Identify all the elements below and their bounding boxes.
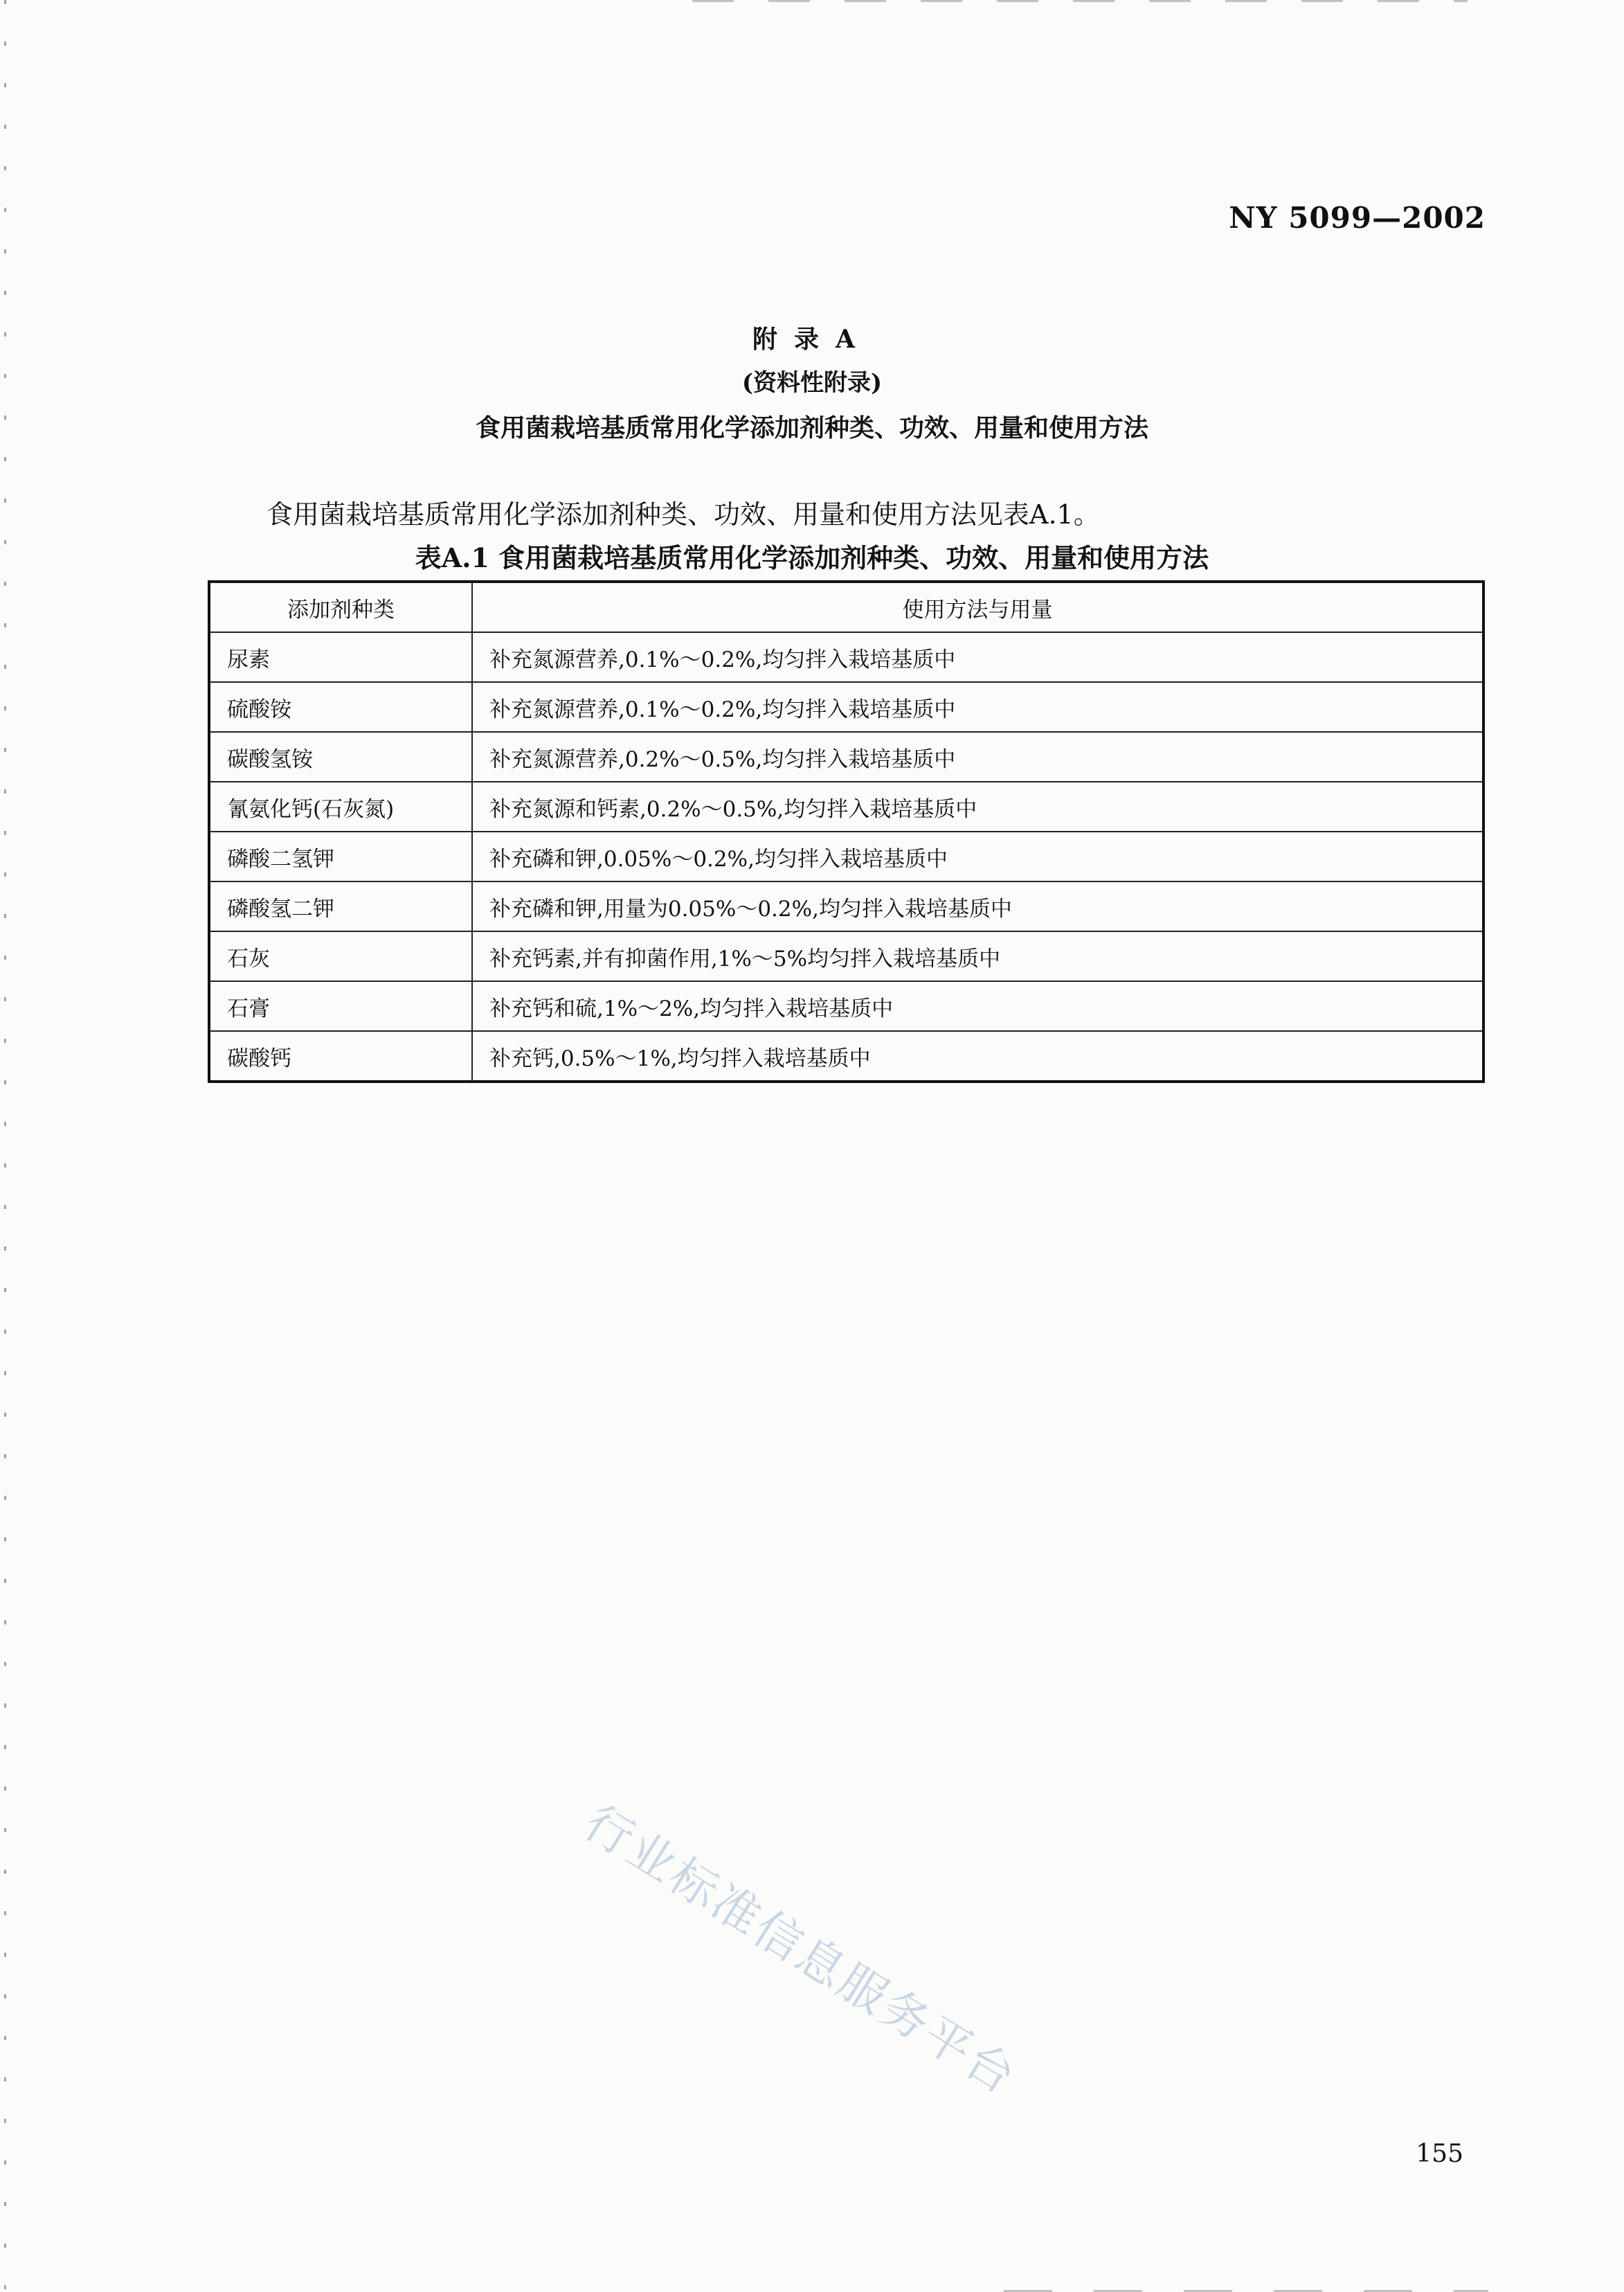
additive-name: 氰氨化钙(石灰氮) (209, 782, 472, 832)
additive-name: 碳酸钙 (209, 1031, 472, 1082)
additive-name: 尿素 (209, 632, 472, 682)
appendix-title: 食用菌栽培基质常用化学添加剂种类、功效、用量和使用方法 (475, 413, 1148, 442)
table-row (209, 782, 1483, 832)
usage-text: 补充钙,0.5%～1%,均匀拌入栽培基质中 (472, 1031, 1483, 1082)
table-row (209, 881, 1483, 931)
table-row (209, 632, 1483, 682)
appendix-label: 附录A (752, 325, 872, 354)
additive-name: 石灰 (209, 931, 472, 981)
additive-name: 磷酸二氢钾 (209, 832, 472, 881)
usage-text: 补充氮源营养,0.2%～0.5%,均匀拌入栽培基质中 (472, 732, 1483, 782)
additive-name: 硫酸铵 (209, 682, 472, 732)
usage-text: 补充氮源营养,0.1%～0.2%,均匀拌入栽培基质中 (472, 632, 1483, 682)
table-caption: 表A.1 食用菌栽培基质常用化学添加剂种类、功效、用量和使用方法 (415, 542, 1209, 573)
standard-code: NY 5099—2002 (1229, 201, 1486, 235)
additive-name: 磷酸氢二钾 (209, 881, 472, 931)
table-row (209, 732, 1483, 782)
table-row (209, 931, 1483, 981)
header-additive-type: 添加剂种类 (209, 582, 472, 632)
appendix-note: (资料性附录) (741, 369, 883, 397)
usage-text: 补充钙素,并有抑菌作用,1%～5%均匀拌入栽培基质中 (472, 931, 1483, 981)
table-header-row (209, 582, 1483, 632)
table-row (209, 832, 1483, 881)
additive-name: 碳酸氢铵 (209, 732, 472, 782)
watermark: 行业标准信息服务平台 (575, 1795, 1027, 2106)
table-row (209, 981, 1483, 1031)
table-row (209, 682, 1483, 732)
usage-text: 补充氮源营养,0.1%～0.2%,均匀拌入栽培基质中 (472, 682, 1483, 732)
usage-text: 补充磷和钾,用量为0.05%～0.2%,均匀拌入栽培基质中 (472, 881, 1483, 931)
scan-top-marks (692, 0, 1468, 2)
additives-table (208, 580, 1485, 1083)
additive-name: 石膏 (209, 981, 472, 1031)
header-usage: 使用方法与用量 (472, 582, 1483, 632)
usage-text: 补充磷和钾,0.05%～0.2%,均匀拌入栽培基质中 (472, 832, 1483, 881)
usage-text: 补充氮源和钙素,0.2%～0.5%,均匀拌入栽培基质中 (472, 782, 1483, 832)
table-row (209, 1031, 1483, 1082)
intro-paragraph: 食用菌栽培基质常用化学添加剂种类、功效、用量和使用方法见表A.1。 (267, 499, 1100, 530)
usage-text: 补充钙和硫,1%～2%,均匀拌入栽培基质中 (472, 981, 1483, 1031)
page-number: 155 (1416, 2140, 1463, 2168)
